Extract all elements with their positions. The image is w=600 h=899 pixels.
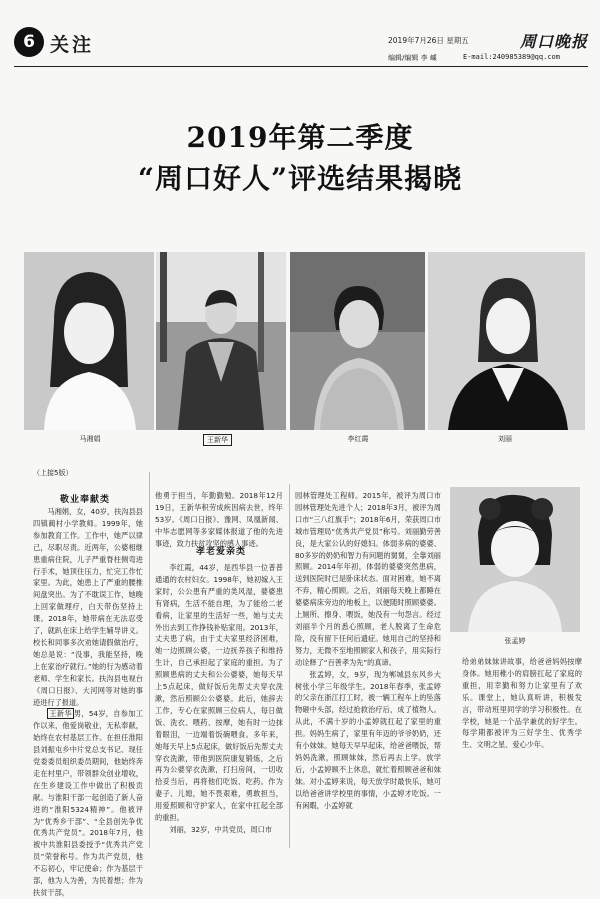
continued-note: （上接5版） xyxy=(33,469,73,477)
photo-zhang-mengting xyxy=(450,487,580,632)
column-2-top xyxy=(155,490,283,548)
column-2 xyxy=(155,562,283,846)
portrait-woman-icon xyxy=(290,252,425,430)
contact-email: E-mail:240985389@qq.com xyxy=(463,53,560,61)
masthead-info xyxy=(388,33,588,69)
article-headline xyxy=(0,118,600,200)
photo-liu-li xyxy=(428,252,585,430)
paragraph-li-hongxia: 李红霞，44岁，是西华县一位普普通通的农村妇女。1998年，她初嫁入王家时，公公患有严重的类风湿，婆婆患有肾病，生活不能自理，为了能给二老看病，让家里的生活好一些，她与丈夫外出去到工作挣钱补贴家用。2013年，丈夫患了病，由于丈夫家里经济困难，她一边照顾公婆，一边抚养孩子和维持生计，自己承担起了家庭的重担。为了照顾患病的丈夫和公公婆婆，她每天早上5点起床，做好饭后先帮丈夫穿衣洗漱，然后照顾公公婆婆。此后，她辞去工作，专心在家照顾三位病人，每日做饭、洗衣、喂药、按摩，她有时一边抹着眼泪，一边端着饭碗喂食。多年来，她每天早上5点起床，做好饭后先帮丈夫穿衣洗漱，带他到医院康复锻炼，之后再为公婆穿衣洗漱，打扫房间，一切收拾妥当后，再将他们吃饭、吃药。作为妻子、儿媳，她不畏艰难，勇敢担当，用爱照顾和守护家人，在家中扛起全部的重担。 xyxy=(155,563,283,823)
paragraph-wang-xinhua-text: 男，54岁，自参加工作以来，他爱岗敬业，无私奉献，始终在农村基层工作。在担任淮阳县刘振屯乡中片党总支书记、现任党委委员组织委员期间，他始终奔走在村里户，带领群众创业增收，在生乡建设工作中做出了积极贡献。与淮阳干部一起创造了新人奋进的“淮阳5324精神”。他被评为“优秀乡干部”、“全县创先争优优秀共产党员”。2018年7月，他被中共淮阳县委授予“优秀共产党员”荣誉称号。作为共产党员，他不忘初心，牢记使命；作为基层干部，他为人为善，为民着想；作为扶贫干部， xyxy=(33,709,143,897)
issue-date: 2019年7月26日 星期五 xyxy=(388,36,469,45)
caption-ma-xiangjuan: 马湘娟 xyxy=(79,435,101,443)
paragraph-ma-xiangjuan: 马湘娟，女，40岁，扶沟县县四镇蔺村小学教师。1999年，她参加教育工作。工作中，她严以律己，尽职尽责。近两年，公婆相继患重病住院，儿子严重脊柱侧弯进行手术，她顶住压力，忙完工作忙家里。为此，她患上了严重的腰椎间盘突出。为了不耽误工作，她晚上回家做理疗，白天带伤坚持上课。2018年，她带病在无法忍受了，就趴在床上给学生辅导讲义。校长和同事多次劝她请假做治疗，她总是说：“没事，我能坚持，晚上在家治疗就行。”她的行为感动着老师、学生和家长。扶沟县电视台《周口日报》、大河网等对她的事迹进行了报道。 xyxy=(33,507,143,707)
editor-credit: 编辑/编辑 李 嵊 xyxy=(388,54,437,62)
paragraph-liu-li: 园林管理处工程师。2015年，被评为周口市园林管理处先进个人；2018年3月，被评为周口市“三八红旗手”；2018年6月，荣获周口市城市管理局“优秀共产党员”称号。刘丽勤劳善良，是大家公认的好媳妇。体弱多病的婆婆、80多岁的奶奶和智力有问题的舅舅，全靠刘丽照顾。2014年年初，体弱的婆婆突然患病，送到医院时已是卧床状态。面对困难，她不离不弃，精心照顾。之后，刘丽每天晚上都睡在婆婆病床旁边的地板上，以便随时照顾婆婆。上厕所、擦身、喂饭，她没有一句怨言。经过刘丽半个月的悉心照顾，老人脱离了生命危险，没有留下任何后遗症。她用自己的坚持和努力，无微不至地照顾家人和孩子，用实际行动诠释了“百善孝为先”的真谛。 xyxy=(295,491,441,667)
column-3 xyxy=(295,490,441,846)
caption-liu-li: 刘丽 xyxy=(498,435,512,443)
column-4 xyxy=(462,656,582,766)
column-divider xyxy=(289,484,290,848)
section-title: 关注 xyxy=(50,34,95,56)
caption-wang-xinhua: 王新华 xyxy=(203,434,232,446)
headline-line-2: “周口好人”评选结果揭晓 xyxy=(137,162,463,195)
column-divider xyxy=(149,472,150,848)
column-1 xyxy=(33,506,143,897)
masthead-rule xyxy=(14,66,588,67)
paragraph-zhang-mengting: 张孟婷，女，9岁，现为郸城县东风乡大树张小学三年级学生。2018年春季，张孟婷的父亲在浙江打工时，被一辆工程车上的坠落物砸中头部，经过抢救治疗后，成了植物人。从此，不满十岁的小孟婷就扛起了家里的重担。妈妈生病了，家里有年迈的爷爷奶奶，还有小妹妹。她每天早早起床，给爸爸喂饭，帮妈妈洗漱，照顾妹妹，然后再去上学。放学后，小孟婷顾不上休息，就忙着照顾爸爸和妹妹。对小孟婷来说，每天放学时最快乐，她可以给爸爸讲学校里的事情，小孟婷才吃饭。一有闲暇，小孟婷就 xyxy=(295,669,441,810)
portrait-woman-icon xyxy=(24,252,154,430)
photo-wang-xinhua xyxy=(156,252,286,430)
subhead-filial: 孝老爱亲类 xyxy=(196,547,247,557)
paragraph-zhang-mengting-cont: 给弟弟妹妹讲故事，给爸爸妈妈按摩身体。她用稚小的肩膀扛起了家庭的重担，用幸勤和努力让家里有了欢乐。课堂上，她认真听讲，积极发言，带动班里同学的学习积极性。在学校，她是一个品学兼优的好学生。每学期都被评为三好学生、优秀学生、文明之星、爱心少年。 xyxy=(462,657,582,750)
paragraph-wang-xinhua-cont: 他勇于担当，年勤勤勉。2018年12月19日，王新华积劳成疾因病去世，终年53岁。《周口日报》、豫网、凤凰新闻、中华志愿网等多家媒体报道了他的先进事迹，致力扶贫攻坚的感人事迹。 xyxy=(155,491,283,548)
paragraph-liu-li-start: 刘丽，32岁，中共党员，周口市 xyxy=(169,824,272,834)
headline-line-1: 2019年第二季度 xyxy=(186,121,414,154)
portrait-woman-icon xyxy=(428,252,585,430)
portrait-man-icon xyxy=(156,252,286,430)
photo-ma-xiangjuan xyxy=(24,252,154,430)
photo-li-hongxia xyxy=(290,252,425,430)
paper-name: 周口晚报 xyxy=(519,32,588,51)
paragraph-wang-xinhua xyxy=(33,708,143,899)
portrait-girl-icon xyxy=(450,487,580,632)
page-number-badge xyxy=(14,27,44,57)
caption-li-hongxia: 李红霞 xyxy=(347,435,369,443)
caption-zhang-mengting: 张孟婷 xyxy=(504,637,526,645)
highlighted-name: 王新华 xyxy=(49,709,72,719)
subhead-dedication: 敬业奉献类 xyxy=(60,495,111,505)
page-number: 6 xyxy=(23,32,35,52)
